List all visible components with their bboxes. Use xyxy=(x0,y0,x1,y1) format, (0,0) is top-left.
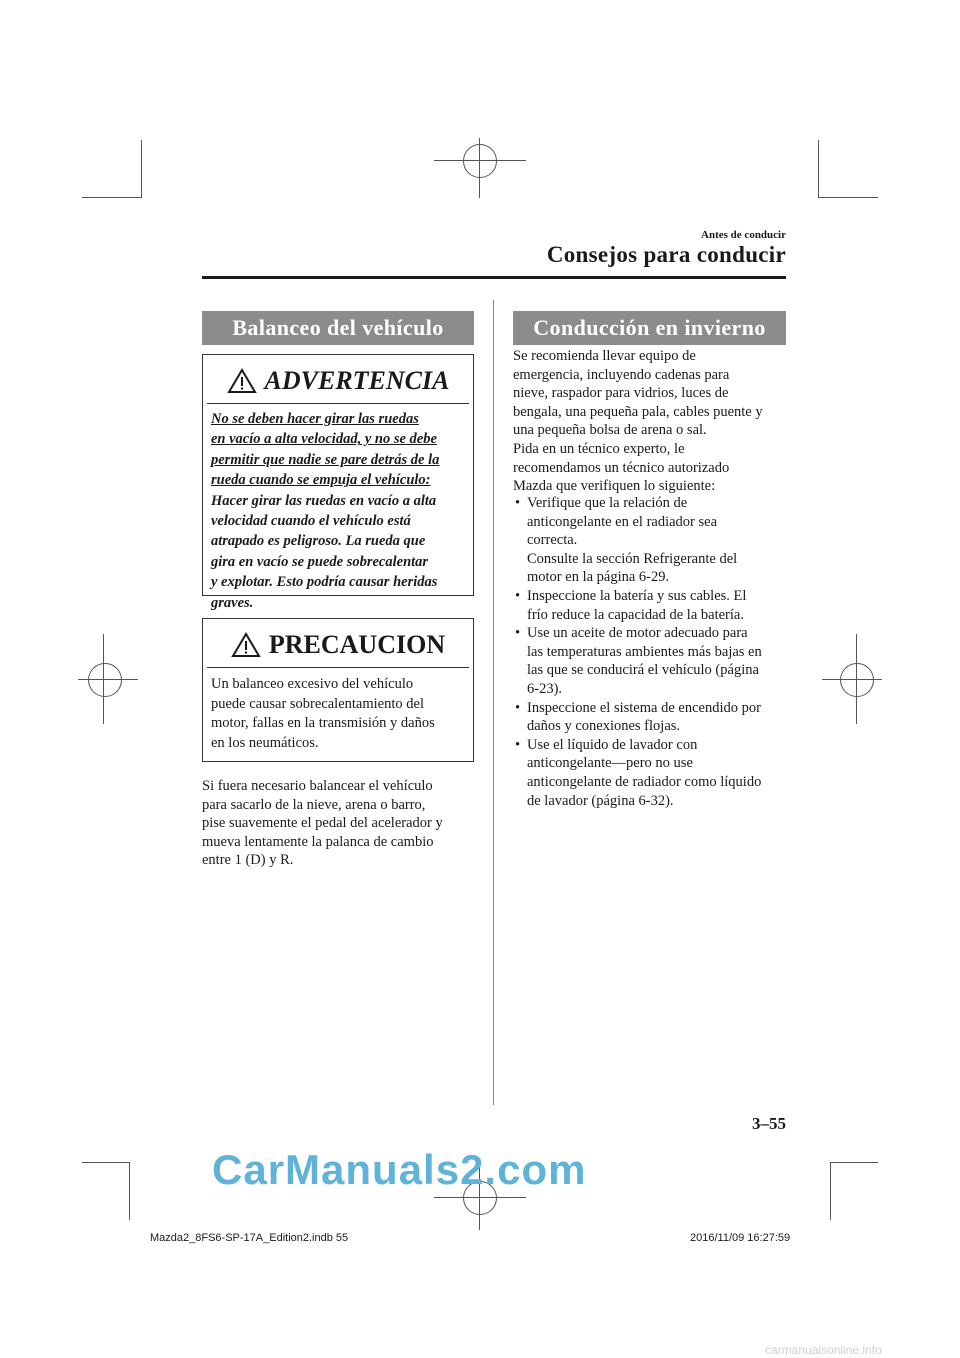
checklist-item xyxy=(513,699,788,736)
warning-text xyxy=(211,409,465,613)
intro-line: Pida en un técnico experto, le xyxy=(513,440,685,457)
bullet-icon: • xyxy=(515,587,521,604)
bullet-icon: • xyxy=(515,736,521,753)
warning-line: Hacer girar las ruedas en vacío a alta xyxy=(211,492,437,509)
checklist-line: Inspeccione la batería y sus cables. El xyxy=(527,587,747,604)
paragraph-line: mueva lentamente la palanca de cambio xyxy=(202,833,434,850)
intro-line: una pequeña bolsa de arena o sal. xyxy=(513,422,707,439)
checklist-line: 6-23). xyxy=(527,680,563,697)
checklist-line: las que se conducirá el vehículo (página xyxy=(527,662,759,679)
checklist-line: Use el líquido de lavador con xyxy=(527,736,698,753)
checklist-line: de lavador (página 6-32). xyxy=(527,792,674,809)
warning-line: permitir que nadie se pare detrás de la xyxy=(211,451,440,468)
checklist-item xyxy=(513,736,788,810)
footer-filename: Mazda2_8FS6-SP-17A_Edition2.indb 55 xyxy=(150,1232,349,1244)
checklist-line: anticongelante—pero no use xyxy=(527,755,693,772)
caution-label: PRECAUCION xyxy=(268,630,446,659)
checklist-line: correcta. xyxy=(527,532,578,549)
checklist-item xyxy=(513,624,788,698)
warning-line: en vacío a alta velocidad, y no se debe xyxy=(211,431,437,448)
caution-line: en los neumáticos. xyxy=(211,734,319,751)
checklist-line: anticongelante en el radiador sea xyxy=(527,513,718,530)
caution-line: motor, fallas en la transmisión y daños xyxy=(211,715,435,731)
intro-line: emergencia, incluyendo cadenas para xyxy=(513,366,730,383)
checklist-item xyxy=(513,587,788,624)
warning-line: gira en vacío se puede sobrecalentar xyxy=(211,553,429,570)
warning-line: rueda cuando se empuja el vehículo: xyxy=(211,472,431,489)
balanceo-paragraph xyxy=(202,777,482,870)
header-section-label: Antes de conducir xyxy=(701,229,786,241)
caution-line: puede causar sobrecalentamiento del xyxy=(211,695,424,712)
header-title: Consejos para conducir xyxy=(546,242,786,267)
paragraph-line: entre 1 (D) y R. xyxy=(202,852,294,869)
caution-header xyxy=(207,623,469,668)
invierno-checklist xyxy=(513,494,788,810)
intro-line: bengala, una pequeña pala, cables puente y xyxy=(513,403,763,420)
intro-line: nieve, raspador para vidrios, luces de xyxy=(513,385,729,402)
page-number: 3–55 xyxy=(752,1114,786,1133)
watermark-logo: CarManuals2.com xyxy=(212,1146,587,1193)
checklist-line: Inspeccione el sistema de encendido por xyxy=(527,699,761,716)
bullet-icon: • xyxy=(515,699,521,716)
caution-triangle-icon xyxy=(231,632,261,658)
warning-line: velocidad cuando el vehículo está xyxy=(211,513,411,530)
caution-text xyxy=(211,675,465,753)
checklist-line: Verifique que la relación de xyxy=(527,495,688,511)
checklist-line: anticongelante de radiador como líquido xyxy=(527,773,762,790)
checklist-line: frío reduce la capacidad de la batería. xyxy=(527,606,744,623)
checklist-line: daños y conexiones flojas. xyxy=(527,718,681,735)
checklist-line: motor en la página 6-29. xyxy=(527,569,670,586)
footer-site-url: carmanualsonline.info xyxy=(765,1343,882,1357)
section-heading-balanceo: Balanceo del vehículo xyxy=(202,311,474,345)
intro-line: Se recomienda llevar equipo de xyxy=(513,348,696,364)
warning-triangle-icon xyxy=(227,368,257,394)
checklist-item xyxy=(513,494,788,587)
checklist-line: las temperaturas ambientes más bajas en xyxy=(527,643,762,660)
checklist-line: Consulte la sección Refrigerante del xyxy=(527,550,738,567)
bullet-icon: • xyxy=(515,625,521,642)
caution-box xyxy=(202,618,474,762)
column-divider xyxy=(493,300,494,1105)
checklist-line: Use un aceite de motor adecuado para xyxy=(527,625,748,642)
warning-line: No se deben hacer girar las ruedas xyxy=(211,411,419,427)
intro-line: recomendamos un técnico autorizado xyxy=(513,459,730,476)
warning-header xyxy=(207,359,469,404)
warning-line: atrapado es peligroso. La rueda que xyxy=(211,533,426,550)
section-heading-invierno: Conducción en invierno xyxy=(513,311,786,345)
caution-line: Un balanceo excesivo del vehículo xyxy=(211,676,414,692)
intro-line: Mazda que verifiquen lo siguiente: xyxy=(513,478,716,495)
paragraph-line: pise suavemente el pedal del acelerador y xyxy=(202,815,443,832)
paragraph-line: para sacarlo de la nieve, arena o barro, xyxy=(202,796,426,813)
invierno-intro xyxy=(513,347,793,496)
header-rule xyxy=(202,276,786,279)
warning-line: graves. xyxy=(211,594,254,611)
warning-label: ADVERTENCIA xyxy=(264,366,450,395)
warning-box xyxy=(202,354,474,611)
footer-timestamp: 2016/11/09 16:27:59 xyxy=(690,1232,791,1244)
paragraph-line: Si fuera necesario balancear el vehículo xyxy=(202,778,433,794)
bullet-icon: • xyxy=(515,495,521,511)
warning-line: y explotar. Esto podría causar heridas xyxy=(211,574,438,591)
